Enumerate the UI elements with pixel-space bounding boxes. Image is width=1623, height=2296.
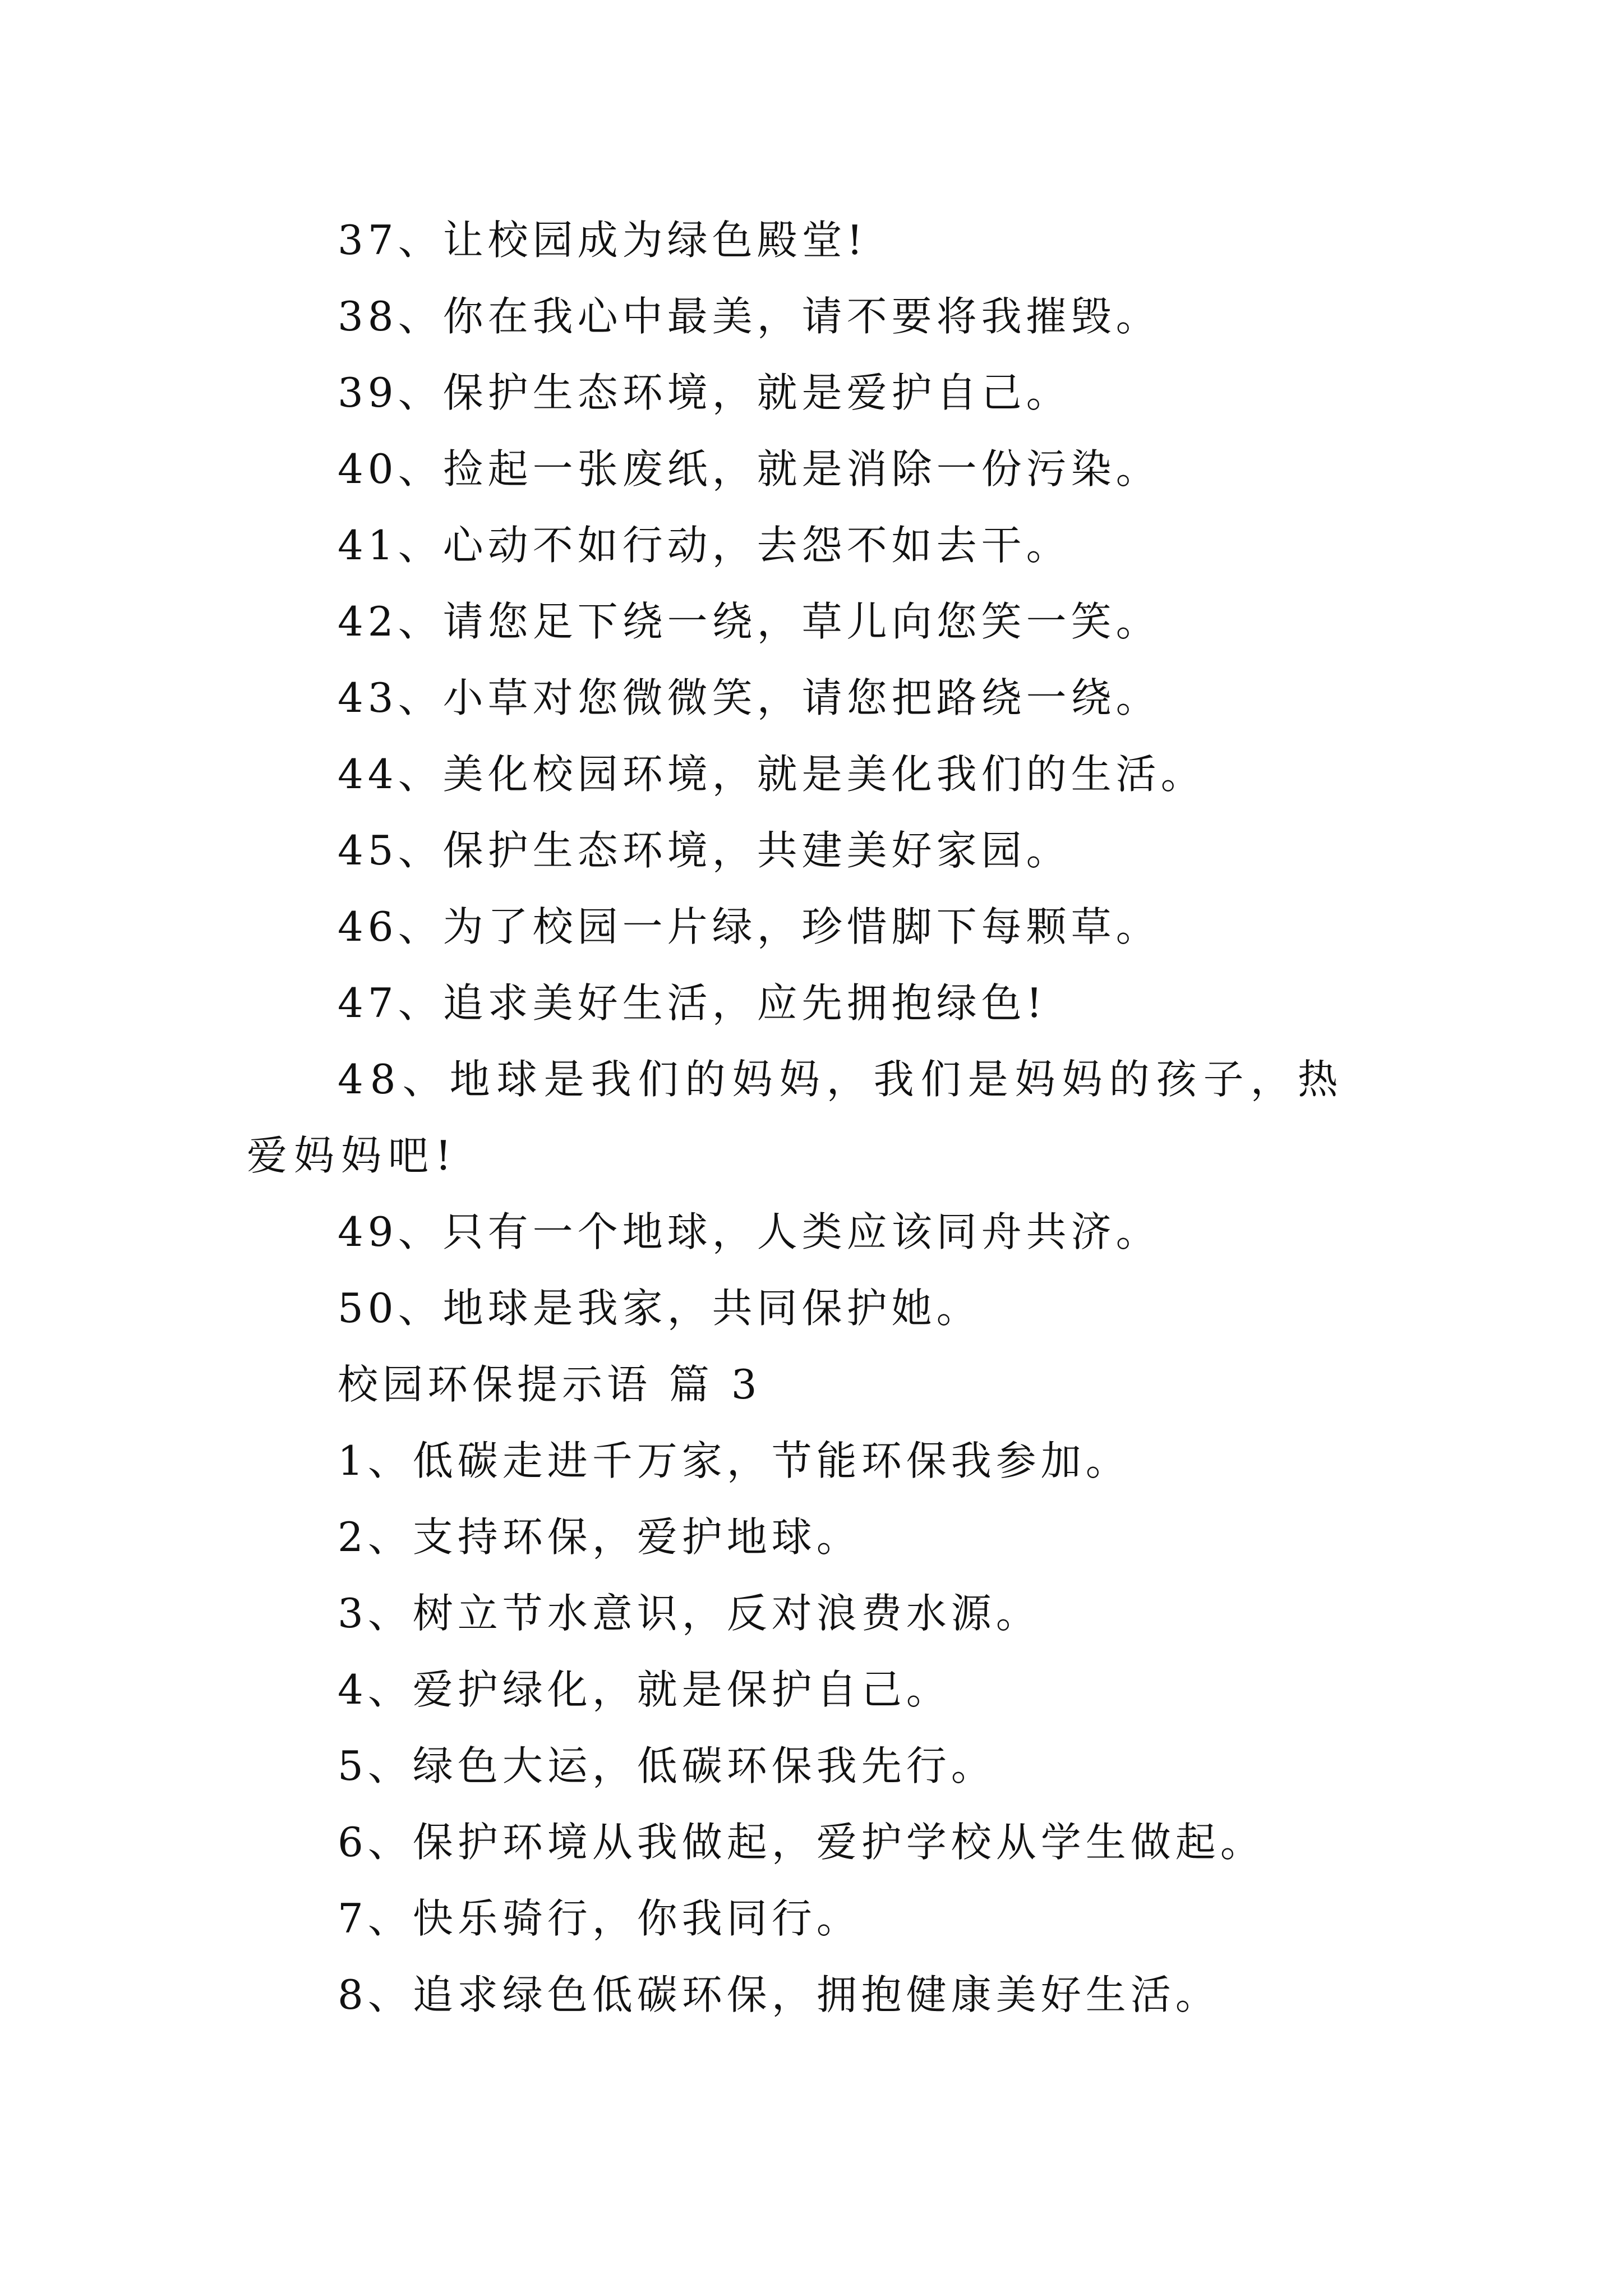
slogan-47: 47、追求美好生活，应先拥抱绿色! [338, 979, 1047, 1027]
slogan-48: 48、地球是我们的妈妈，我们是妈妈的孩子，热爱妈妈吧! [247, 1056, 1345, 1179]
document-body [247, 202, 1385, 2033]
slogan-4: 4、爱护绿化，就是保护自己。 [338, 1666, 951, 1713]
slogan-6: 6、保护环境从我做起，爱护学校从学生做起。 [338, 1819, 1265, 1866]
slogan-49: 49、只有一个地球，人类应该同舟共济。 [338, 1208, 1161, 1255]
slogan-43: 43、小草对您微微笑，请您把路绕一绕。 [338, 674, 1161, 721]
slogan-45: 45、保护生态环境，共建美好家园。 [338, 827, 1071, 874]
slogan-5: 5、绿色大运，低碳环保我先行。 [338, 1742, 996, 1789]
slogan-44: 44、美化校园环境，就是美化我们的生活。 [338, 751, 1206, 798]
slogan-8: 8、追求绿色低碳环保，拥抱健康美好生活。 [338, 1971, 1220, 2018]
slogan-3: 3、树立节水意识，反对浪费水源。 [338, 1590, 1041, 1637]
slogan-7: 7、快乐骑行，你我同行。 [338, 1895, 861, 1942]
slogan-40: 40、捡起一张废纸，就是消除一份污染。 [338, 445, 1161, 493]
slogan-38: 38、你在我心中最美，请不要将我摧毁。 [338, 293, 1161, 340]
slogan-2: 2、支持环保，爱护地球。 [338, 1513, 861, 1561]
slogan-37: 37、让校园成为绿色殿堂! [338, 217, 868, 264]
section-heading: 校园环保提示语 篇 3 [338, 1361, 762, 1408]
slogan-50: 50、地球是我家，共同保护她。 [338, 1285, 981, 1332]
slogan-46: 46、为了校园一片绿，珍惜脚下每颗草。 [338, 903, 1161, 950]
slogan-42: 42、请您足下绕一绕，草儿向您笑一笑。 [338, 598, 1161, 645]
slogan-41: 41、心动不如行动，去怨不如去干。 [338, 522, 1071, 569]
slogan-1: 1、低碳走进千万家，节能环保我参加。 [338, 1437, 1131, 1484]
slogan-39: 39、保护生态环境，就是爱护自己。 [338, 369, 1071, 416]
